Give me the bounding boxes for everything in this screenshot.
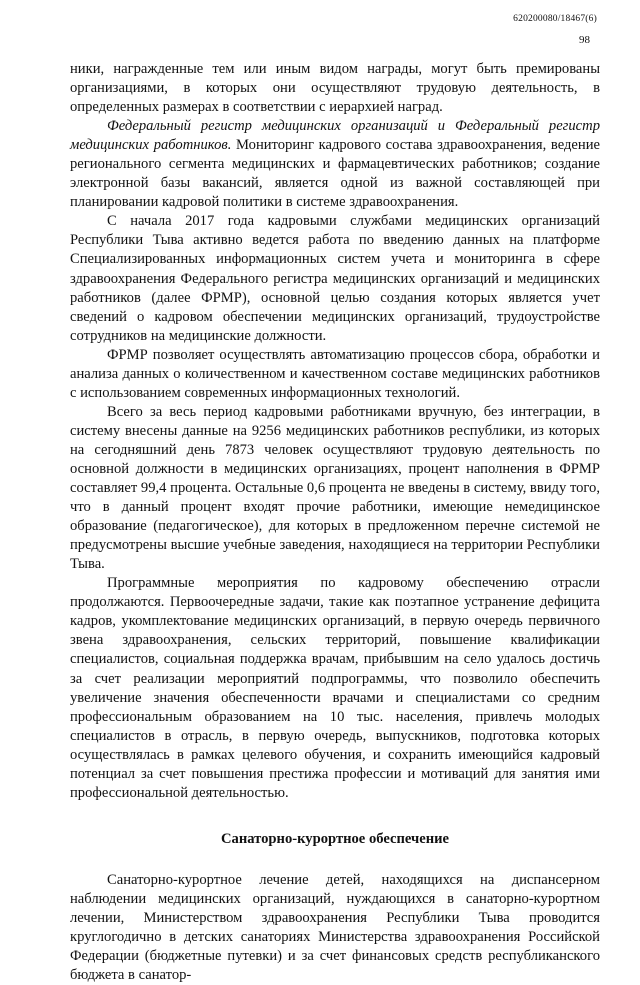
page-number: 98 [579,34,590,46]
paragraph-frmr-statistics: Всего за весь период кадровыми работниками вручную, без интеграции, в систему внесены данные на 9256 медицинских работников республики, из которых на сегодняшний день 7873 человек осуществляют трудовую деятельность по основной должности в медицинских организациях, процент наполнения в ФРМР составляет 99,4 процента. Остальные 0,6 процента не введены в систему, ввиду того, что в данный процент входят прочие работники, имеющие немедицинское образование (педагогическое), для которых в предложенном перечне системой не предусмотрены высшие учебные заведения, находящиеся на территории Республики Тыва. [70,403,600,573]
paragraph-italic-lead: Федеральный регистр медицинских организаций и Федеральный регистр медицинских работников. [70,118,600,154]
section-heading: Санаторно-курортное обеспечение [220,830,449,847]
page-body [70,60,600,985]
paragraph-awards: ники, награжденные тем или иным видом награды, могут быть премированы организациями, в которых они осуществляют трудовую деятельность, в определенных размерах в соответствии с иерархией наград. [70,61,600,116]
document-id: 620200080/18467(6) [513,14,597,24]
paragraph-frmr-automation: ФРМР позволяет осуществлять автоматизацию процессов сбора, обработки и анализа данных о количественном и качественном составе медицинских работников с использованием современных информационных технологий. [70,346,600,401]
paragraph-sanatorium: Санаторно-курортное лечение детей, находящихся на диспансерном наблюдении медицинских организаций, нуждающихся в санаторно-курортном лечении, Министерством здравоохранения Республики Тыва проводится круглогодично в детских санаториях Министерства здравоохранения Российской Федерации (бюджетные путевки) и за счет финансовых средств республиканского бюджета в санатор- [70,871,600,984]
paragraph-text: Мониторинг кадрового состава здравоохранения, ведение регионального сегмента медицинских и фармацевтических работников; создание электронной базы вакансий, является одной из важной составляющей при планировании кадровой политики в системе здравоохранения. [70,137,600,211]
paragraph-federal-registers [70,117,600,212]
paragraph-staffing-program: Программные мероприятия по кадровому обеспечению отрасли продолжаются. Первоочередные задачи, такие как поэтапное устранение дефицита кадров, укомплектование медицинских организаций, в первую очередь первичного звена здравоохранения, сельских территорий, повышение квалификации специалистов, социальная поддержка врачам, прибывшим на село удалось достичь за счет реализации мероприятий подпрограммы, что позволило обеспечить увеличение значения обеспеченности врачами и специалистами со средним профессиональным образованием на 10 тыс. населения, привлечь молодых специалистов в отрасль, в первую очередь, выпускников, подготовка которых осуществлялась в рамках целевого обучения, и сохранить имеющийся кадровый потенциал за счет повышения престижа профессии и мотиваций для занятия ими профессиональной деятельностью. [70,575,600,801]
paragraph-2017-work: С начала 2017 года кадровыми службами медицинских организаций Республики Тыва активно ведется работа по введению данных на платформе Специализированных информационных систем учета и мониторинга в сфере здравоохранения Федерального регистра медицинских организаций и медицинских работников (далее ФРМР), основной целью создания которых является учет сведений о кадровом обеспечении медицинских организаций, трудоустройстве сотрудников на медицинские должности. [70,213,600,344]
